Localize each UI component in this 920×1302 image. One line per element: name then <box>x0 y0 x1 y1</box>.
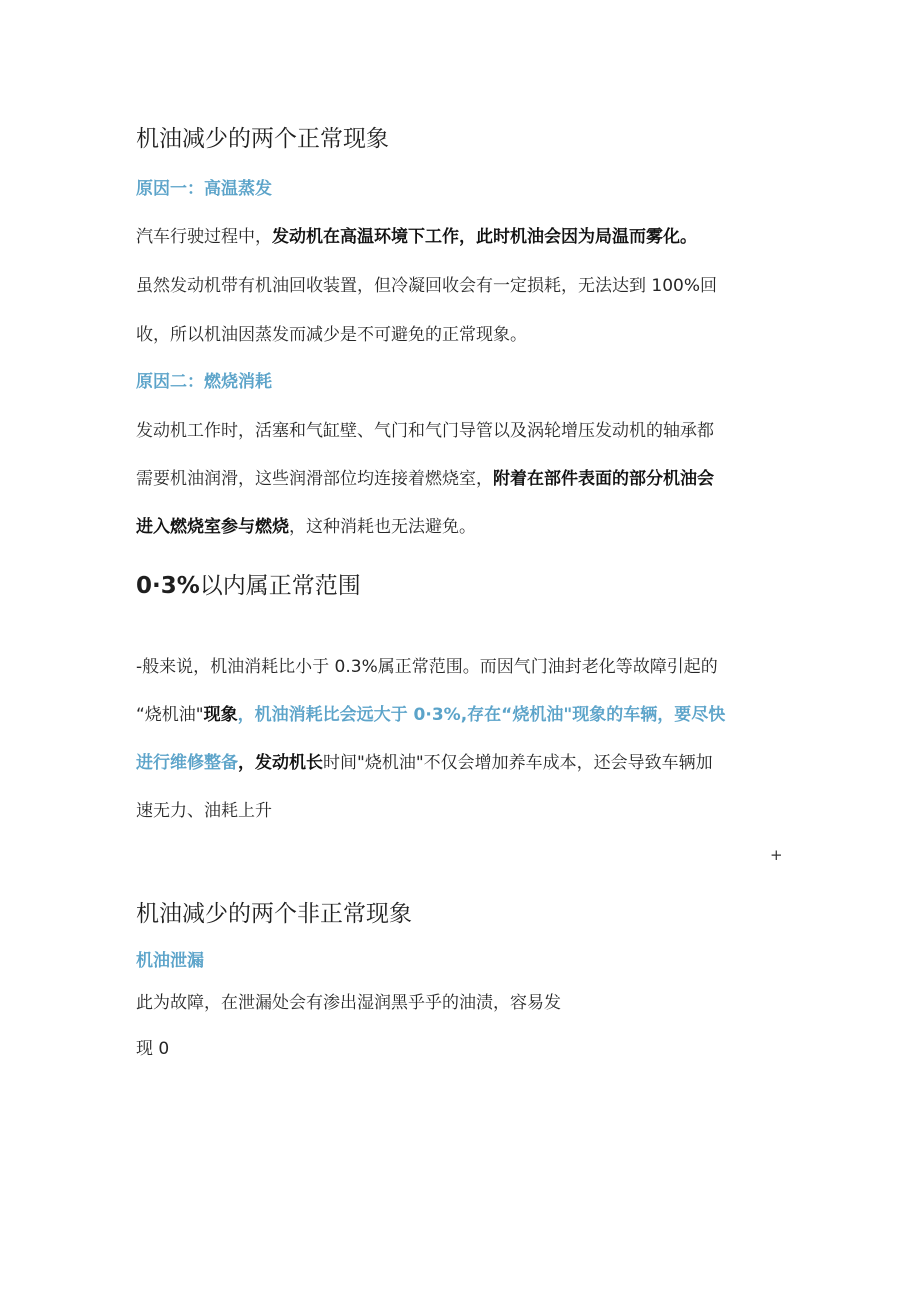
text-run: 汽车行驶过程中， <box>136 227 272 247</box>
bold-text-run: 现象 <box>203 705 238 725</box>
plus-mark: + <box>770 846 783 864</box>
bold-text-run: 附着在部件表面的部分机油会 <box>493 469 714 489</box>
paragraph-line: 速无力、油耗上升 <box>136 801 272 821</box>
text-run: ，这种消耗也无法避免。 <box>289 517 476 537</box>
subheading-reason-one: 原因一：高温蒸发 <box>136 179 272 199</box>
text-run: 时间"烧机油"不仅会增加养车成本，还会导致车辆加 <box>323 753 713 773</box>
paragraph-line: 此为故障，在泄漏处会有渗出湿润黑乎乎的油渍，容易发 <box>136 993 561 1013</box>
section-heading-abnormal-phenomena: 机油减少的两个非正常现象 <box>136 901 412 927</box>
paragraph-line <box>136 222 697 247</box>
paragraph-line <box>136 748 713 773</box>
paragraph-line <box>136 464 714 489</box>
text-run: 以内属正常范围 <box>199 573 361 599</box>
section-heading-normal-phenomena: 机油减少的两个正常现象 <box>136 126 389 152</box>
highlight-text-run: 进行维修整备 <box>136 753 238 773</box>
paragraph-line: 虽然发动机带有机油回收装置，但冷凝回收会有一定损耗，无法达到 100%回 <box>136 276 718 296</box>
subheading-oil-leak: 机油泄漏 <box>136 951 204 971</box>
bold-text-run: 0·3% <box>136 573 200 599</box>
bold-text-run: 发动机在高温环境下工作，此时机油会因为局温而雾化。 <box>272 227 697 247</box>
bold-text-run: ，发动机长 <box>238 753 323 773</box>
subheading-reason-two: 原因二：燃烧消耗 <box>136 372 272 392</box>
highlight-text-run: ，机油消耗比会远大于 0·3%,存在“烧机油"现象的车辆，要尽快 <box>237 705 726 725</box>
text-run: “烧机油" <box>136 705 204 725</box>
paragraph-line: 现 0 <box>136 1039 170 1059</box>
paragraph-line: -般来说，机油消耗比小于 0.3%属正常范围。而因气门油封老化等故障引起的 <box>136 657 718 677</box>
bold-text-run: 进入燃烧室参与燃烧 <box>136 517 289 537</box>
text-run: 需要机油润滑，这些润滑部位均连接着燃烧室， <box>136 469 493 489</box>
paragraph-line: 发动机工作时，活塞和气缸壁、气门和气门导管以及涡轮增压发动机的轴承都 <box>136 421 714 441</box>
paragraph-line <box>136 700 725 725</box>
paragraph-line: 收，所以机油因蒸发而减少是不可避免的正常现象。 <box>136 325 527 345</box>
section-heading-normal-range <box>136 567 361 600</box>
paragraph-line <box>136 512 476 537</box>
